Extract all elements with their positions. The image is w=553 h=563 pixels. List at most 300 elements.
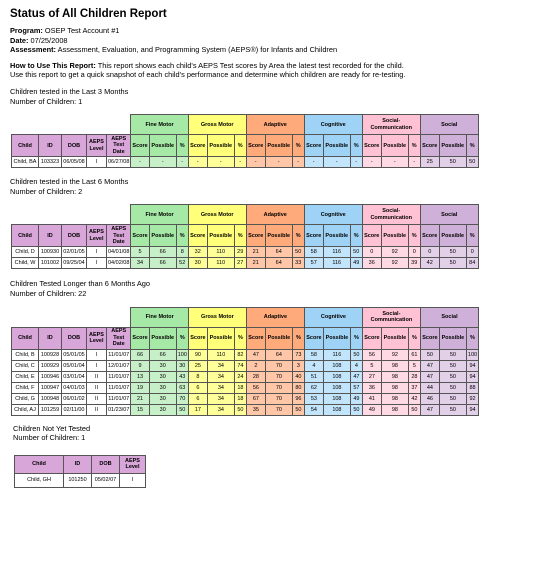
table-cell: -: [131, 157, 149, 168]
table-cell: 100946: [39, 371, 62, 382]
section-count: Number of Children: 22: [10, 288, 87, 298]
col-social-communication-score: Score: [362, 225, 381, 247]
table-cell: 70: [176, 393, 188, 404]
col-test-date: AEPS Test Date: [107, 327, 131, 349]
table-cell: 100928: [39, 349, 62, 360]
col-adaptive-score: Score: [246, 327, 265, 349]
table-cell: 50: [439, 258, 466, 269]
table-cell: -: [234, 157, 246, 168]
table-cell: -: [323, 157, 350, 168]
scores-table: [11, 307, 479, 416]
table-cell: -: [381, 157, 408, 168]
table-cell: 108: [323, 382, 350, 393]
report-sections: [10, 87, 543, 416]
table-cell: 84: [466, 258, 478, 269]
table-cell: 50: [439, 360, 466, 371]
area-header-adaptive: Adaptive: [246, 205, 304, 225]
section-count: Number of Children: 1: [10, 96, 83, 106]
table-cell: 92: [466, 393, 478, 404]
table-cell: 47: [420, 360, 439, 371]
table-cell: 42: [408, 393, 420, 404]
table-cell: 50: [176, 404, 188, 415]
table-cell: 101002: [39, 258, 62, 269]
table-cell: 110: [207, 247, 234, 258]
col-dob: DOB: [62, 135, 87, 157]
col-fine-motor-score: Score: [131, 327, 149, 349]
table-cell: 34: [207, 393, 234, 404]
table-cell: 66: [149, 258, 176, 269]
table-cell: 18: [234, 393, 246, 404]
table-cell: 30: [149, 393, 176, 404]
table-cell: 35: [246, 404, 265, 415]
col-aeps-level: AEPS Level: [87, 327, 107, 349]
table-cell: 108: [323, 360, 350, 371]
col-id: ID: [39, 225, 62, 247]
column-header-row: [12, 225, 479, 247]
table-cell: 50: [420, 349, 439, 360]
col-gross-motor-pct: %: [234, 327, 246, 349]
table-cell: 34: [207, 371, 234, 382]
table-cell: 61: [408, 349, 420, 360]
table-cell: 101259: [39, 404, 62, 415]
section-2: [10, 177, 543, 269]
table-cell: 108: [323, 404, 350, 415]
col-gross-motor-score: Score: [188, 135, 207, 157]
table-cell: 50: [439, 371, 466, 382]
table-row: [12, 382, 479, 393]
table-cell: 90: [188, 349, 207, 360]
col-aeps-level: AEPS Level: [120, 455, 146, 473]
col-fine-motor-possible: Possible: [149, 327, 176, 349]
table-cell: 44: [420, 382, 439, 393]
table-cell: 30: [188, 258, 207, 269]
table-cell: 94: [466, 371, 478, 382]
area-header-fine-motor: Fine Motor: [131, 307, 188, 327]
col-social-communication-score: Score: [362, 135, 381, 157]
col-social-possible: Possible: [439, 135, 466, 157]
table-cell: 49: [350, 393, 362, 404]
table-cell: 110: [207, 258, 234, 269]
table-cell: 88: [466, 382, 478, 393]
col-social-communication-pct: %: [408, 225, 420, 247]
table-cell: 25: [420, 157, 439, 168]
table-cell: 21: [246, 247, 265, 258]
table-cell: 27: [234, 258, 246, 269]
table-cell: 02/11/00: [62, 404, 87, 415]
table-cell: Child, C: [12, 360, 39, 371]
col-cognitive-pct: %: [350, 135, 362, 157]
table-cell: 98: [381, 393, 408, 404]
table-cell: 15: [131, 404, 149, 415]
table-cell: Child, AJ: [12, 404, 39, 415]
col-gross-motor-pct: %: [234, 225, 246, 247]
table-cell: 50: [234, 404, 246, 415]
table-cell: -: [188, 157, 207, 168]
col-adaptive-score: Score: [246, 135, 265, 157]
table-cell: II: [87, 393, 107, 404]
table-cell: 47: [246, 349, 265, 360]
table-row: [12, 247, 479, 258]
table-cell: 0: [362, 247, 381, 258]
col-fine-motor-pct: %: [176, 135, 188, 157]
table-cell: 24: [234, 371, 246, 382]
col-adaptive-possible: Possible: [265, 327, 292, 349]
col-adaptive-pct: %: [292, 135, 304, 157]
table-cell: 100930: [39, 247, 62, 258]
table-cell: 28: [246, 371, 265, 382]
area-header-cognitive: Cognitive: [304, 307, 362, 327]
table-cell: I: [87, 157, 107, 168]
col-social-score: Score: [420, 135, 439, 157]
col-social-pct: %: [466, 327, 478, 349]
table-cell: 37: [408, 382, 420, 393]
area-header-row: [12, 307, 479, 327]
col-gross-motor-possible: Possible: [207, 225, 234, 247]
table-cell: 94: [466, 360, 478, 371]
area-header-social-communication: Social-Communication: [362, 307, 420, 327]
table-cell: -: [246, 157, 265, 168]
col-fine-motor-score: Score: [131, 135, 149, 157]
table-cell: 92: [381, 349, 408, 360]
table-row: [12, 360, 479, 371]
table-cell: 47: [350, 371, 362, 382]
table-cell: Child, D: [12, 247, 39, 258]
table-cell: 11/01/07: [107, 382, 131, 393]
table-cell: 32: [188, 247, 207, 258]
area-header-social-communication: Social-Communication: [362, 205, 420, 225]
table-cell: 0: [420, 247, 439, 258]
table-cell: 70: [265, 360, 292, 371]
table-cell: Child, B: [12, 349, 39, 360]
table-cell: 34: [207, 404, 234, 415]
table-cell: II: [87, 404, 107, 415]
table-cell: 108: [323, 393, 350, 404]
table-cell: 11/01/07: [107, 393, 131, 404]
col-social-score: Score: [420, 327, 439, 349]
col-cognitive-possible: Possible: [323, 135, 350, 157]
table-cell: Child, F: [12, 382, 39, 393]
table-cell: 19: [131, 382, 149, 393]
area-header-social: Social: [420, 205, 478, 225]
col-fine-motor-score: Score: [131, 225, 149, 247]
table-cell: 108: [323, 371, 350, 382]
table-cell: Child, GH: [15, 473, 64, 487]
not-tested-count: Number of Children: 1: [13, 433, 86, 443]
table-cell: 103323: [39, 157, 62, 168]
table-cell: 25: [188, 360, 207, 371]
table-cell: 39: [408, 258, 420, 269]
table-cell: 5: [362, 360, 381, 371]
col-social-pct: %: [466, 135, 478, 157]
col-adaptive-pct: %: [292, 225, 304, 247]
table-cell: 50: [466, 157, 478, 168]
col-id: ID: [39, 135, 62, 157]
table-cell: 36: [362, 382, 381, 393]
program-value: OSEP Test Account #1: [44, 26, 120, 35]
table-cell: 12/01/07: [107, 360, 131, 371]
not-tested-section: [10, 424, 543, 488]
area-header-adaptive: Adaptive: [246, 307, 304, 327]
assessment-line: Assessment: Assessment, Evaluation, and Programming System (AEPS®) for Infants and Children: [10, 45, 338, 55]
table-cell: 11/01/07: [107, 349, 131, 360]
table-cell: 30: [149, 382, 176, 393]
table-cell: 6: [188, 382, 207, 393]
table-cell: -: [149, 157, 176, 168]
col-cognitive-pct: %: [350, 327, 362, 349]
table-cell: 57: [304, 258, 323, 269]
table-cell: 100947: [39, 382, 62, 393]
col-gross-motor-score: Score: [188, 327, 207, 349]
table-cell: 03/01/04: [62, 371, 87, 382]
table-cell: 50: [439, 404, 466, 415]
column-header-row: [12, 327, 479, 349]
col-fine-motor-possible: Possible: [149, 225, 176, 247]
table-cell: 53: [304, 393, 323, 404]
table-cell: 4: [304, 360, 323, 371]
table-cell: 50: [350, 404, 362, 415]
col-cognitive-possible: Possible: [323, 225, 350, 247]
table-cell: 05/01/05: [62, 349, 87, 360]
table-cell: 56: [246, 382, 265, 393]
table-cell: 18: [234, 382, 246, 393]
table-cell: 30: [149, 360, 176, 371]
table-cell: 11/01/07: [107, 371, 131, 382]
col-cognitive-pct: %: [350, 225, 362, 247]
table-cell: 41: [362, 393, 381, 404]
table-cell: 74: [234, 360, 246, 371]
table-cell: I: [120, 473, 146, 487]
col-gross-motor-score: Score: [188, 225, 207, 247]
area-header-row: [12, 115, 479, 135]
table-cell: 56: [362, 349, 381, 360]
table-cell: 29: [234, 247, 246, 258]
area-header-cognitive: Cognitive: [304, 115, 362, 135]
table-cell: 02/01/05: [62, 247, 87, 258]
table-cell: 100: [466, 349, 478, 360]
table-cell: 82: [234, 349, 246, 360]
area-header-row: [12, 205, 479, 225]
table-cell: 116: [323, 247, 350, 258]
scores-table: [11, 204, 479, 269]
col-cognitive-score: Score: [304, 225, 323, 247]
col-gross-motor-possible: Possible: [207, 135, 234, 157]
table-cell: 8: [176, 247, 188, 258]
table-cell: 62: [304, 382, 323, 393]
table-cell: 50: [408, 404, 420, 415]
col-adaptive-pct: %: [292, 327, 304, 349]
col-child: Child: [12, 327, 39, 349]
table-cell: 101250: [64, 473, 92, 487]
table-cell: -: [265, 157, 292, 168]
table-cell: 50: [350, 349, 362, 360]
col-id: ID: [39, 327, 62, 349]
table-cell: -: [408, 157, 420, 168]
table-cell: 33: [292, 258, 304, 269]
table-cell: 51: [304, 371, 323, 382]
table-cell: 50: [292, 247, 304, 258]
table-cell: -: [292, 157, 304, 168]
col-gross-motor-pct: %: [234, 135, 246, 157]
howto-line-2: Use this report to get a quick snapshot of each child's performance and determine which children are ready for re-testing.: [10, 70, 406, 80]
table-cell: 66: [131, 349, 149, 360]
col-social-communication-score: Score: [362, 327, 381, 349]
table-cell: 64: [265, 247, 292, 258]
col-cognitive-score: Score: [304, 327, 323, 349]
col-social-possible: Possible: [439, 327, 466, 349]
table-cell: 01/23/07: [107, 404, 131, 415]
table-cell: 17: [188, 404, 207, 415]
table-cell: 57: [350, 382, 362, 393]
table-cell: 50: [439, 393, 466, 404]
table-cell: 21: [131, 393, 149, 404]
table-cell: 04/01/08: [107, 247, 131, 258]
table-cell: 66: [149, 349, 176, 360]
col-aeps-level: AEPS Level: [87, 135, 107, 157]
col-cognitive-possible: Possible: [323, 327, 350, 349]
table-cell: I: [87, 247, 107, 258]
table-cell: 4: [350, 360, 362, 371]
program-line: Program: OSEP Test Account #1: [10, 26, 120, 35]
table-cell: 06/27/08: [107, 157, 131, 168]
table-cell: 2: [246, 360, 265, 371]
column-header-row: [12, 135, 479, 157]
table-cell: 98: [381, 360, 408, 371]
table-cell: 0: [466, 247, 478, 258]
table-cell: 50: [439, 382, 466, 393]
table-cell: 116: [323, 349, 350, 360]
table-cell: 06/05/08: [62, 157, 87, 168]
table-cell: 58: [304, 349, 323, 360]
col-fine-motor-pct: %: [176, 225, 188, 247]
table-cell: 100: [176, 349, 188, 360]
table-row: [12, 404, 479, 415]
table-cell: 67: [246, 393, 265, 404]
table-cell: 50: [439, 349, 466, 360]
table-cell: 09/25/04: [62, 258, 87, 269]
table-cell: 116: [323, 258, 350, 269]
col-child: Child: [12, 135, 39, 157]
area-header-gross-motor: Gross Motor: [188, 115, 246, 135]
section-heading: Children tested in the Last 3 Months: [10, 86, 129, 96]
table-cell: 46: [420, 393, 439, 404]
table-cell: II: [87, 382, 107, 393]
not-tested-header-row: [15, 455, 146, 473]
table-cell: Child, G: [12, 393, 39, 404]
table-cell: 54: [304, 404, 323, 415]
table-cell: 40: [292, 371, 304, 382]
col-id: ID: [64, 455, 92, 473]
scores-table: [11, 114, 479, 168]
table-cell: 5: [131, 247, 149, 258]
table-cell: Child, BA: [12, 157, 39, 168]
table-cell: 0: [408, 247, 420, 258]
col-social-communication-possible: Possible: [381, 225, 408, 247]
col-social-communication-possible: Possible: [381, 327, 408, 349]
table-row: [12, 258, 479, 269]
table-cell: 36: [362, 258, 381, 269]
table-cell: 05/01/04: [62, 360, 87, 371]
table-row: [12, 349, 479, 360]
table-cell: 66: [149, 247, 176, 258]
table-cell: 04/01/03: [62, 382, 87, 393]
section-3: [10, 279, 543, 415]
area-header-adaptive: Adaptive: [246, 115, 304, 135]
table-cell: 13: [131, 371, 149, 382]
section-count: Number of Children: 2: [10, 186, 83, 196]
col-social-possible: Possible: [439, 225, 466, 247]
howto-label: How to Use This Report:: [10, 60, 96, 70]
table-cell: 28: [408, 371, 420, 382]
area-header-fine-motor: Fine Motor: [131, 205, 188, 225]
table-cell: 58: [304, 247, 323, 258]
table-cell: 80: [292, 382, 304, 393]
table-cell: 5: [408, 360, 420, 371]
col-gross-motor-possible: Possible: [207, 327, 234, 349]
not-tested-heading: Children Not Yet Tested: [13, 423, 91, 433]
table-cell: 96: [292, 393, 304, 404]
assessment-value: Assessment, Evaluation, and Programming System (AEPS®) for Infants and Children: [57, 45, 338, 55]
col-fine-motor-pct: %: [176, 327, 188, 349]
col-social-pct: %: [466, 225, 478, 247]
table-cell: 30: [149, 404, 176, 415]
table-cell: 30: [149, 371, 176, 382]
section-heading: Children Tested Longer than 6 Months Ago: [10, 279, 150, 289]
table-cell: 63: [176, 382, 188, 393]
table-cell: 50: [439, 157, 466, 168]
table-cell: 92: [381, 258, 408, 269]
table-cell: II: [87, 371, 107, 382]
table-cell: 05/02/07: [92, 473, 120, 487]
section-heading: Children tested in the Last 6 Months: [10, 177, 129, 187]
col-adaptive-possible: Possible: [265, 135, 292, 157]
col-dob: DOB: [62, 327, 87, 349]
table-cell: 50: [292, 404, 304, 415]
table-cell: 50: [350, 247, 362, 258]
table-cell: 98: [381, 371, 408, 382]
table-cell: 3: [292, 360, 304, 371]
col-adaptive-score: Score: [246, 225, 265, 247]
report-meta: [10, 26, 543, 55]
area-header-social: Social: [420, 115, 478, 135]
table-cell: 47: [420, 371, 439, 382]
col-test-date: AEPS Test Date: [107, 225, 131, 247]
table-cell: 49: [362, 404, 381, 415]
table-row: [15, 473, 146, 487]
table-cell: -: [350, 157, 362, 168]
table-cell: 47: [420, 404, 439, 415]
col-social-communication-possible: Possible: [381, 135, 408, 157]
table-cell: 70: [265, 382, 292, 393]
table-cell: 04/02/08: [107, 258, 131, 269]
col-dob: DOB: [62, 225, 87, 247]
how-to-use: [10, 61, 543, 80]
col-fine-motor-possible: Possible: [149, 135, 176, 157]
table-cell: 6: [188, 393, 207, 404]
table-cell: 42: [420, 258, 439, 269]
table-cell: 8: [188, 371, 207, 382]
table-cell: 64: [265, 258, 292, 269]
table-row: [12, 393, 479, 404]
table-cell: 98: [381, 382, 408, 393]
table-row: [12, 157, 479, 168]
table-cell: 43: [176, 371, 188, 382]
table-cell: Child, E: [12, 371, 39, 382]
table-cell: 70: [265, 371, 292, 382]
area-header-social-communication: Social-Communication: [362, 115, 420, 135]
table-cell: 06/01/02: [62, 393, 87, 404]
col-dob: DOB: [92, 455, 120, 473]
table-cell: 9: [131, 360, 149, 371]
